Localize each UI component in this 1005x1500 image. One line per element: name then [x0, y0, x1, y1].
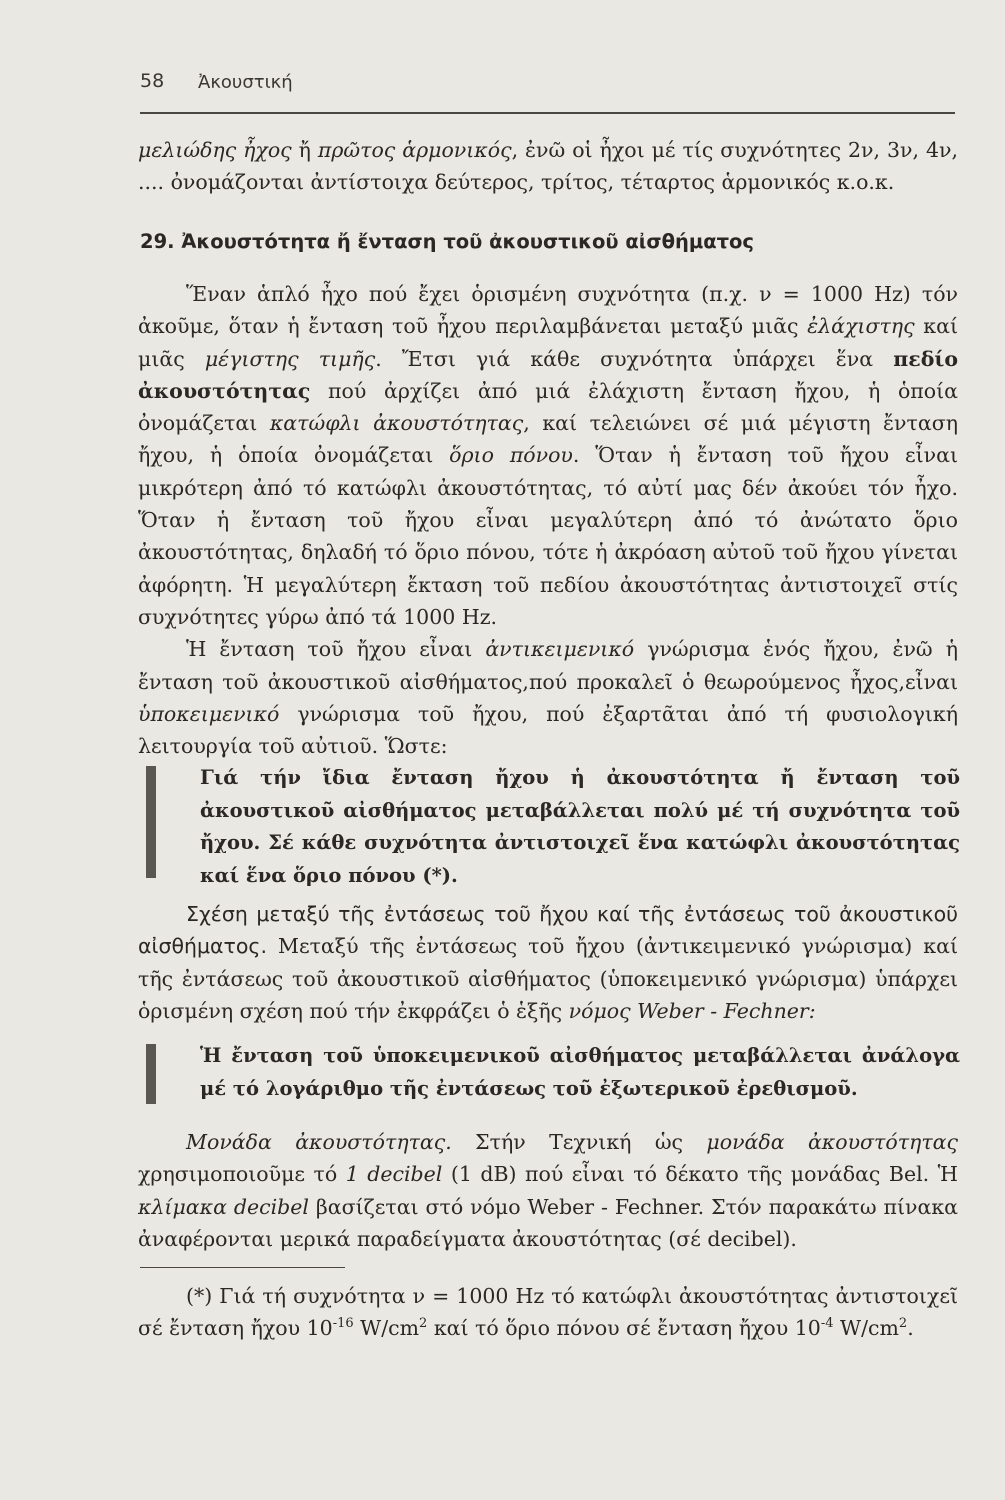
text-run: καί μιᾶς [138, 314, 958, 371]
text-run: Στήν Τεχνική ὡς [451, 1130, 707, 1154]
term-decibel-scale: κλίμακα decibel [138, 1194, 309, 1219]
subheading-audibility-unit: Μονάδα ἀκουστότητας. [186, 1130, 452, 1154]
subheading-intensity-relation: Σχέση μεταξύ τῆς ἐντάσεως τοῦ ἤχου καί τῆς ἐντάσεως τοῦ ἀκουστικοῦ αἰσθήματος. [138, 902, 958, 959]
term-pain-threshold: ὅριο πόνου [449, 443, 573, 468]
text-run: . [907, 1316, 914, 1341]
text-run: (1 dB) πού εἶναι τό δέκατο τῆς μονάδας Bel. Ἡ [442, 1162, 958, 1187]
term-melodic-tone: μελιώδης ἦχος [138, 138, 292, 162]
exponent: 2 [419, 1316, 428, 1332]
text-run: (*) Γιά τή συχνότητα ν = 1000 Hz τό κατώφλι ἀκουστότητας ἀντιστοιχεῖ σέ ἔνταση ἤχου 10 [138, 1284, 958, 1341]
text-run: Μεταξύ τῆς ἐντάσεως τοῦ ἤχου (ἀντικειμενικό γνώρισμα) καί τῆς ἐντάσεως τοῦ ἀκουστικοῦ αἰσθήματος (ὑποκειμενικό γνώρισμα) ὑπάρχει ὁρισμένη σχέση πού τήν ἐκφράζει ὁ ἑξῆς [138, 934, 958, 1023]
text-run: βασίζεται στό νόμο Weber - Fechner. Στόν παρακάτω πίνακα ἀναφέρονται μερικά παραδείγματα ἀκουστότητας (σέ decibel). [138, 1194, 959, 1251]
exponent: -16 [332, 1316, 354, 1332]
text-run: . Ἔτσι γιά κάθε συχνότητα ὑπάρχει ἕνα [375, 346, 894, 371]
text-run: καί τό ὅριο πόνου σέ ἔνταση ἤχου 10 [427, 1316, 821, 1341]
paragraph-audibility [138, 278, 958, 762]
paragraph-weber-fechner [138, 898, 958, 1027]
exponent: -4 [820, 1316, 834, 1332]
highlight-box-weber-fechner [140, 1040, 960, 1105]
term-audibility-unit: μονάδα ἀκουστότητας [706, 1130, 958, 1154]
header-rule [140, 112, 955, 114]
term-first-harmonic: πρῶτος ἁρμονικός [317, 138, 512, 162]
text-run: γνώρισμα τοῦ ἤχου, πού ἐξαρτᾶται ἀπό τή φυσιολογική λειτουργία τοῦ αὐτιοῦ. Ὥστε: [138, 701, 958, 759]
text-run: Ἡ ἔνταση τοῦ ἤχου εἶναι [186, 637, 486, 662]
page-number: 58 [140, 70, 165, 92]
highlight-bar [146, 766, 156, 878]
text-run: πού ἀρχίζει ἀπό μιά ἐλάχιστη ἔνταση ἤχου, ἡ ὁποία ὀνομάζεται [138, 378, 958, 436]
highlight-text: Γιά τήν ἴδια ἔνταση ἤχου ἡ ἀκουστότητα ἤ ἔνταση τοῦ ἀκουστικοῦ αἰσθήματος μεταβάλλεται πολύ μέ τή συχνότητα τοῦ ἤχου. Σέ κάθε συχνότητα ἀντιστοιχεῖ ἕνα κατώφλι ἀκουστότητας καί ἕνα ὅριο πόνου (*). [200, 766, 960, 887]
term-decibel: 1 decibel [345, 1162, 443, 1187]
paragraph-decibel [138, 1126, 958, 1255]
text-run: Ἕναν ἁπλό ἦχο πού ἔχει ὁρισμένη συχνότητα (π.χ. ν = 1000 Hz) τόν ἀκοῦμε, ὅταν ἡ ἔνταση τοῦ ἦχου περιλαμβάνεται μεταξύ μιᾶς [138, 282, 958, 339]
highlight-text: Ἡ ἔνταση τοῦ ὑποκειμενικοῦ αἰσθήματος μεταβάλλεται ἀνάλογα μέ τό λογάριθμο τῆς ἐντάσεως τοῦ ἐξωτερικοῦ ἐρεθισμοῦ. [200, 1044, 960, 1100]
text-run: ἤ [291, 138, 318, 162]
footnote [138, 1280, 958, 1345]
term-weber-fechner-law: νόμος Weber - Fechner: [568, 998, 816, 1023]
text-run: , ἐνῶ οἱ ἦχοι μέ τίς συχνότητες 2ν, 3ν, 4ν, .... ὀνομάζονται ἀντίστοιχα δεύτερος, τρίτος, τέταρτος ἁρμονικός κ.ο.κ. [138, 138, 958, 195]
running-title: Ἀκουστική [198, 72, 293, 93]
text-run: W/cm [833, 1316, 899, 1341]
highlight-bar [146, 1044, 156, 1104]
term-maximum-value: μέγιστης τιμῆς [204, 346, 376, 371]
exponent: 2 [898, 1316, 908, 1332]
term-audibility-threshold: κατώφλι ἀκουστότητας [269, 411, 524, 436]
footnote-rule [140, 1267, 345, 1268]
intro-paragraph [138, 134, 958, 199]
section-heading: 29. Ἀκουστότητα ἤ ἔνταση τοῦ ἀκουστικοῦ αἰσθήματος [140, 230, 754, 253]
text-run: , καί τελειώνει σέ μιά μέγιστη ἔνταση ἤχου, ἡ ὁποία ὀνομάζεται [138, 411, 958, 468]
term-minimum: ἐλάχιστης [807, 314, 915, 339]
page-header [140, 70, 955, 98]
term-subjective: ὑποκειμενικό [138, 701, 280, 726]
term-audibility-field: πεδίο ἀκουστότητας [138, 346, 959, 403]
text-run: γνώρισμα ἑνός ἤχου, ἐνῶ ἡ ἔνταση τοῦ ἀκουστικοῦ αἰσθήματος,πού προκαλεῖ ὁ θεωρούμενος ἦχος,εἶναι [138, 637, 958, 694]
text-run: . Ὅταν ἡ ἔνταση τοῦ ἤχου εἶναι μικρότερη ἀπό τό κατώφλι ἀκουστότητας, τό αὐτί μας δέν ἀκούει τόν ἦχο. Ὅταν ἡ ἔνταση τοῦ ἤχου εἶναι μεγαλύτερη ἀπό τό ἀνώτατο ὅριο ἀκουστότητας, δηλαδή τό ὅριο πόνου, τότε ἡ ἀκρόαση αὐτοῦ τοῦ ἤχου γίνεται ἀφόρητη. Ἡ μεγαλύτερη ἔκταση τοῦ πεδίου ἀκουστότητας ἀντιστοιχεῖ στίς συχνότητες γύρω ἀπό τά 1000 Hz. [138, 443, 958, 629]
term-objective: ἀντικειμενικό [485, 637, 635, 662]
highlight-box-audibility-rule [140, 762, 960, 892]
text-run: W/cm [353, 1316, 420, 1341]
text-run: χρησιμοποιοῦμε τό [138, 1162, 346, 1187]
